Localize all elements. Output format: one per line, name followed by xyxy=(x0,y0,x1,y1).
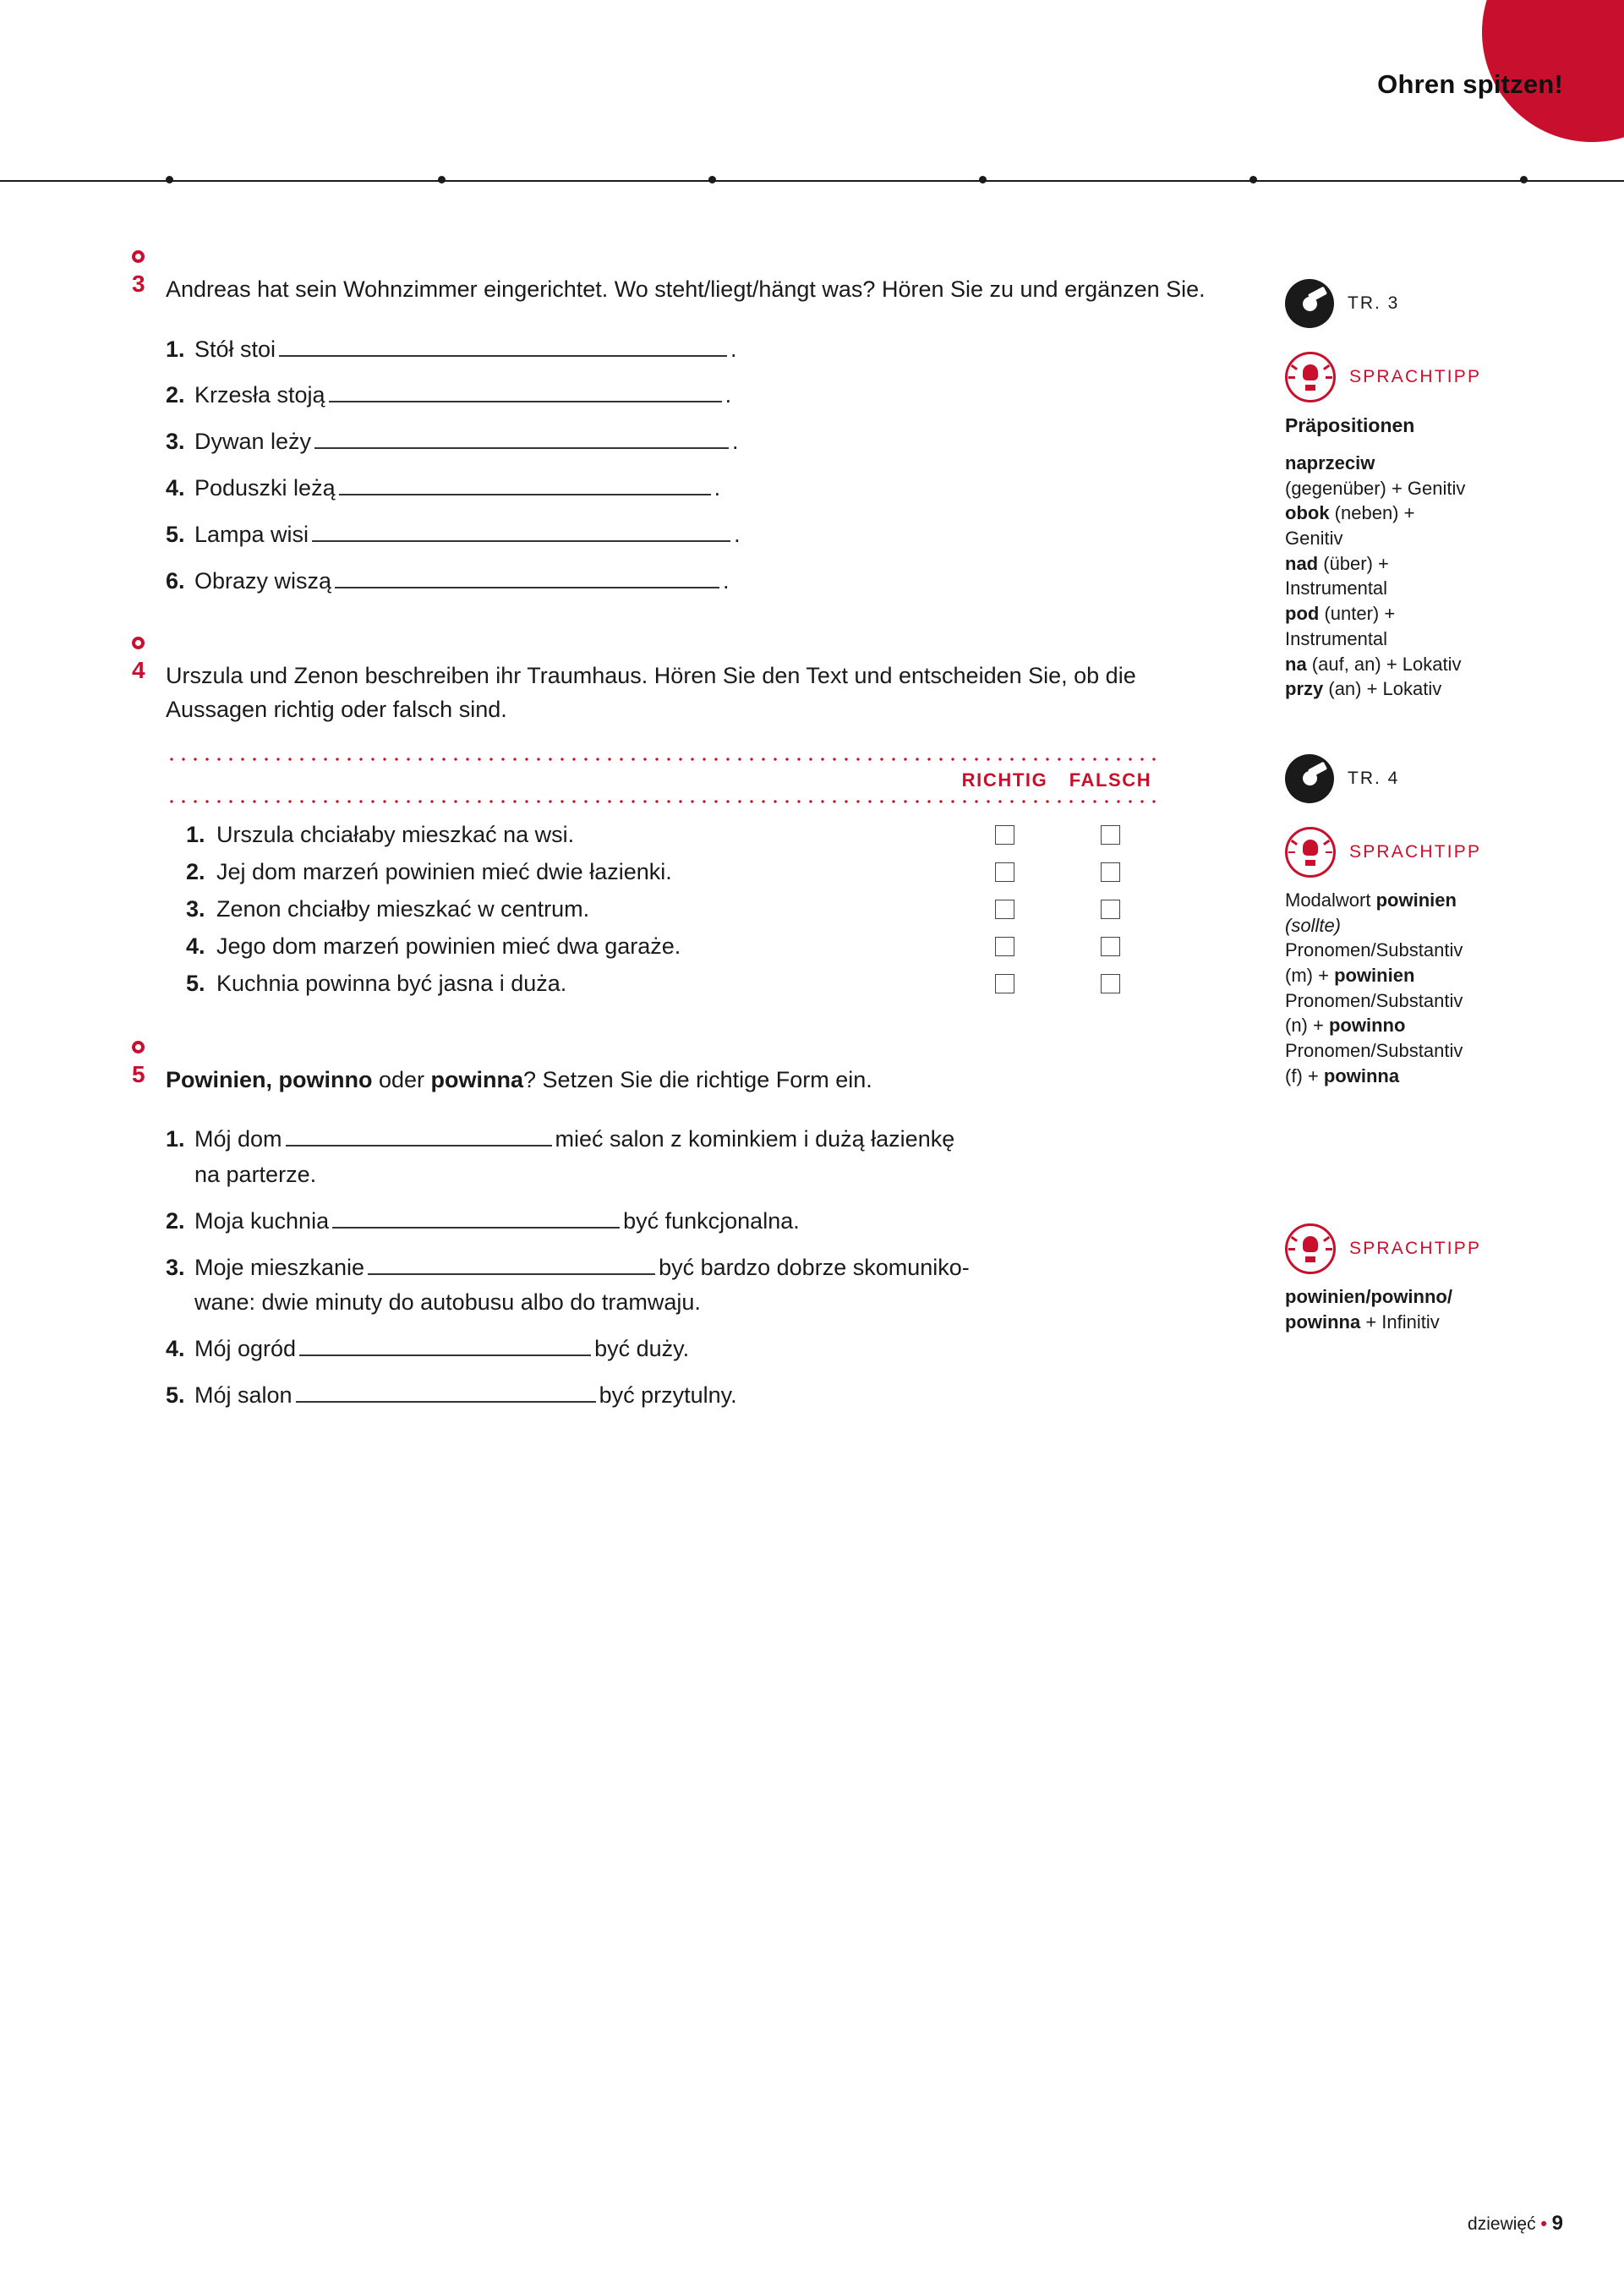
lightbulb-icon xyxy=(1285,1223,1336,1274)
answer-blank[interactable] xyxy=(368,1255,655,1275)
cd-icon xyxy=(1285,754,1334,803)
answer-blank[interactable] xyxy=(286,1126,552,1146)
checkbox-falsch[interactable] xyxy=(1101,974,1120,993)
track-label: TR. 4 xyxy=(1348,768,1400,788)
main-content xyxy=(132,254,1231,1425)
tip-rest: Genitiv xyxy=(1285,528,1343,550)
header-dot-3 xyxy=(708,176,716,183)
tip-bold: powinna xyxy=(1323,1064,1400,1086)
answer-blank[interactable] xyxy=(296,1382,596,1403)
answer-blank[interactable] xyxy=(329,382,722,402)
instruction-suffix: ? Setzen Sie die richtige Form ein. xyxy=(523,1066,872,1092)
tip-line xyxy=(1285,1038,1564,1064)
tip-bold: obok xyxy=(1285,502,1330,524)
footer xyxy=(1468,2212,1563,2236)
item-tail: mieć salon z kominkiem i dużą łazienkę xyxy=(555,1126,955,1152)
item-text: Poduszki leżą xyxy=(194,475,336,501)
tip-pre: Modalwort xyxy=(1285,889,1376,911)
tip-line xyxy=(1285,601,1564,627)
sprachtipp-3-body xyxy=(1285,1284,1564,1334)
item-text: Krzesła stoją xyxy=(194,382,325,408)
exercise-3-instruction: Andreas hat sein Wohnzimmer eingerichtet. Wo steht/liegt/hängt was? Hören Sie zu und ergänzen Sie. xyxy=(166,276,1206,302)
exercise-4-instruction: Urszula und Zenon beschreiben ihr Traumhaus. Hören Sie den Text und entscheiden Sie, ob die Aussagen richtig oder falsch sind. xyxy=(166,662,1136,723)
tip-line xyxy=(1285,451,1564,476)
tip-line xyxy=(1285,1310,1564,1335)
instruction-bold-1: Powinien, powinno xyxy=(166,1066,373,1092)
list-item xyxy=(166,517,1231,553)
row-statement: Zenon chciałby mieszkać w centrum. xyxy=(216,895,590,922)
checkbox-falsch[interactable] xyxy=(1101,937,1120,956)
header-dot-6 xyxy=(1520,176,1528,183)
page-word: dziewięć xyxy=(1468,2214,1536,2234)
page-number: 9 xyxy=(1551,2212,1563,2235)
sprachtipp-2-body xyxy=(1285,888,1564,1089)
sidebar xyxy=(1285,279,1564,1350)
list-item xyxy=(166,1332,1231,1367)
checkbox-falsch[interactable] xyxy=(1101,900,1120,919)
tip-rest: (gegenüber) + Genitiv xyxy=(1285,477,1466,499)
item-tail: być funkcjonalna. xyxy=(623,1207,800,1234)
list-item xyxy=(166,1122,1231,1193)
answer-blank[interactable] xyxy=(312,522,730,542)
sprachtipp-label: SPRACHTIPP xyxy=(1349,841,1482,862)
item-tail: . xyxy=(723,567,730,594)
exercise-3-number: 3 xyxy=(132,271,145,297)
sprachtipp-1 xyxy=(1285,352,1564,702)
table-row xyxy=(166,822,1163,848)
tip-line xyxy=(1285,576,1564,601)
exercise-3 xyxy=(132,271,1231,599)
row-number: 3. xyxy=(186,895,205,922)
row-statement: Jej dom marzeń powinien mieć dwie łazienki. xyxy=(216,858,672,884)
item-text: Moja kuchnia xyxy=(194,1207,330,1234)
item-text: Dywan leży xyxy=(194,429,312,455)
sprachtipp-3 xyxy=(1285,1223,1564,1334)
item-number: 6. xyxy=(166,567,185,594)
sprachtipp-label: SPRACHTIPP xyxy=(1349,367,1482,386)
exercise-4-number: 4 xyxy=(132,656,145,683)
tip-italic: (sollte) xyxy=(1285,914,1342,936)
tip-rest: (unter) + xyxy=(1319,603,1396,625)
checkbox-richtig[interactable] xyxy=(995,862,1014,882)
list-item xyxy=(166,424,1231,460)
tip-pre: (n) + xyxy=(1285,1015,1329,1037)
checkbox-falsch[interactable] xyxy=(1101,825,1120,845)
item-number: 3. xyxy=(166,1254,185,1280)
tip-bold: nad xyxy=(1285,552,1319,574)
column-header-richtig: RICHTIG xyxy=(961,769,1048,791)
tip-line xyxy=(1285,988,1564,1014)
item-tail: być przytulny. xyxy=(599,1382,737,1409)
item-number: 2. xyxy=(166,382,185,408)
item-second-line: wane: dwie minuty do autobusu albo do tramwaju. xyxy=(194,1289,701,1316)
item-text: Mój salon xyxy=(194,1382,293,1409)
row-number: 4. xyxy=(186,933,205,959)
true-false-table xyxy=(166,758,1163,997)
list-item xyxy=(166,564,1231,599)
item-tail: . xyxy=(734,521,741,547)
tip-pre: Pronomen/Substantiv xyxy=(1285,1040,1463,1062)
table-row xyxy=(166,933,1163,960)
tip-rest: (neben) + xyxy=(1329,502,1415,524)
tip-line xyxy=(1285,938,1564,963)
tip-line xyxy=(1285,627,1564,652)
item-tail: być bardzo dobrze skomuniko- xyxy=(659,1254,970,1280)
table-row xyxy=(166,971,1163,997)
track-label: TR. 3 xyxy=(1348,293,1400,313)
item-text: Mój dom xyxy=(194,1126,282,1152)
row-statement: Urszula chciałaby mieszkać na wsi. xyxy=(216,821,575,847)
tip-bold: powinien/powinno/ xyxy=(1285,1286,1452,1308)
lightbulb-icon xyxy=(1285,827,1336,878)
row-statement: Kuchnia powinna być jasna i duża. xyxy=(216,970,567,996)
item-text: Obrazy wiszą xyxy=(194,567,332,594)
table-body xyxy=(166,822,1163,997)
tip-line xyxy=(1285,913,1564,939)
header-dot-5 xyxy=(1249,176,1257,183)
tip-line xyxy=(1285,1284,1564,1310)
checkbox-richtig[interactable] xyxy=(995,937,1014,956)
answer-blank[interactable] xyxy=(299,1336,591,1356)
row-number: 5. xyxy=(186,970,205,996)
row-statement: Jego dom marzeń powinien mieć dwa garaże. xyxy=(216,933,681,959)
answer-blank[interactable] xyxy=(332,1208,620,1229)
answer-blank[interactable] xyxy=(314,429,729,449)
tip-line xyxy=(1285,476,1564,501)
tip-line xyxy=(1285,1064,1564,1089)
table-row xyxy=(166,859,1163,885)
tip-rest: (über) + xyxy=(1318,552,1389,574)
tip-bold: powinien xyxy=(1334,964,1415,986)
sprachtipp-1-title: Präpositionen xyxy=(1285,414,1415,436)
tip-rest: Instrumental xyxy=(1285,627,1388,649)
tip-rest: Instrumental xyxy=(1285,577,1388,599)
table-row xyxy=(166,896,1163,922)
table-bottom-divider xyxy=(166,800,1163,803)
exercise-bullet-icon xyxy=(132,250,145,263)
tip-bold: powinno xyxy=(1328,1015,1406,1037)
instruction-mid: oder xyxy=(372,1066,431,1092)
list-item xyxy=(166,471,1231,506)
item-number: 5. xyxy=(166,521,185,547)
tip-line xyxy=(1285,1013,1564,1038)
tip-line xyxy=(1285,888,1564,913)
page-title: Ohren spitzen! xyxy=(1377,69,1563,99)
list-item xyxy=(166,378,1231,413)
item-number: 4. xyxy=(166,1336,185,1362)
list-item xyxy=(166,1378,1231,1414)
tip-line xyxy=(1285,676,1564,702)
tip-line xyxy=(1285,526,1564,551)
tip-rest: + Infinitiv xyxy=(1360,1311,1440,1333)
tip-bold: przy xyxy=(1285,678,1324,700)
tip-pre: (f) + xyxy=(1285,1064,1324,1086)
footer-separator: • xyxy=(1540,2214,1547,2234)
header-divider xyxy=(0,180,1624,182)
list-item xyxy=(166,1250,1231,1322)
item-second-line: na parterze. xyxy=(194,1161,317,1187)
item-number: 5. xyxy=(166,1382,185,1409)
sprachtipp-label: SPRACHTIPP xyxy=(1349,1239,1482,1259)
item-tail: . xyxy=(732,429,739,455)
tip-bold: powinien xyxy=(1375,889,1457,911)
item-tail: . xyxy=(714,475,721,501)
tip-pre: Pronomen/Substantiv xyxy=(1285,939,1463,961)
checkbox-richtig[interactable] xyxy=(995,974,1014,993)
tip-bold: powinna xyxy=(1285,1311,1361,1333)
list-item xyxy=(166,332,1231,368)
item-text: Stół stoi xyxy=(194,336,276,362)
checkbox-richtig[interactable] xyxy=(995,825,1014,845)
table-header-row xyxy=(166,761,1163,800)
item-tail: . xyxy=(730,336,737,362)
tip-bold: naprzeciw xyxy=(1285,452,1375,474)
item-number: 4. xyxy=(166,475,185,501)
item-number: 1. xyxy=(166,1126,185,1152)
checkbox-falsch[interactable] xyxy=(1101,862,1120,882)
header-dot-1 xyxy=(166,176,173,183)
tip-line xyxy=(1285,652,1564,677)
tip-rest: (an) + Lokativ xyxy=(1323,678,1442,700)
sprachtipp-2 xyxy=(1285,827,1564,1089)
tip-bold: pod xyxy=(1285,603,1320,625)
tip-line xyxy=(1285,501,1564,526)
list-item xyxy=(166,1204,1231,1240)
item-text: Moje mieszkanie xyxy=(194,1254,365,1280)
tip-line xyxy=(1285,963,1564,988)
audio-track-4 xyxy=(1285,754,1564,803)
column-header-falsch: FALSCH xyxy=(1069,769,1152,791)
tip-bold: na xyxy=(1285,653,1307,675)
exercise-5-number: 5 xyxy=(132,1060,145,1087)
item-tail: być duży. xyxy=(594,1336,690,1362)
header-dot-4 xyxy=(979,176,987,183)
item-text: Lampa wisi xyxy=(194,521,309,547)
exercise-5-instruction xyxy=(166,1063,1206,1097)
exercise-5-items xyxy=(166,1122,1231,1414)
cd-icon xyxy=(1285,279,1334,328)
item-number: 2. xyxy=(166,1207,185,1234)
header-dot-2 xyxy=(438,176,446,183)
item-tail: . xyxy=(725,382,732,408)
sprachtipp-1-body xyxy=(1285,413,1564,702)
item-number: 3. xyxy=(166,429,185,455)
lightbulb-icon xyxy=(1285,352,1336,402)
answer-blank[interactable] xyxy=(339,475,711,495)
answer-blank[interactable] xyxy=(335,568,719,588)
instruction-bold-2: powinna xyxy=(430,1066,524,1092)
row-number: 2. xyxy=(186,858,205,884)
answer-blank[interactable] xyxy=(279,337,727,357)
exercise-3-items xyxy=(166,332,1231,599)
exercise-4 xyxy=(132,656,1231,997)
checkbox-richtig[interactable] xyxy=(995,900,1014,919)
audio-track-3 xyxy=(1285,279,1564,328)
item-text: Mój ogród xyxy=(194,1336,297,1362)
item-number: 1. xyxy=(166,336,185,362)
tip-line xyxy=(1285,551,1564,577)
tip-pre: (m) + xyxy=(1285,964,1335,986)
exercise-bullet-icon xyxy=(132,1041,145,1053)
exercise-5 xyxy=(132,1060,1231,1414)
tip-rest: (auf, an) + Lokativ xyxy=(1306,653,1462,675)
exercise-bullet-icon xyxy=(132,637,145,649)
tip-pre: Pronomen/Substantiv xyxy=(1285,989,1463,1011)
row-number: 1. xyxy=(186,821,205,847)
